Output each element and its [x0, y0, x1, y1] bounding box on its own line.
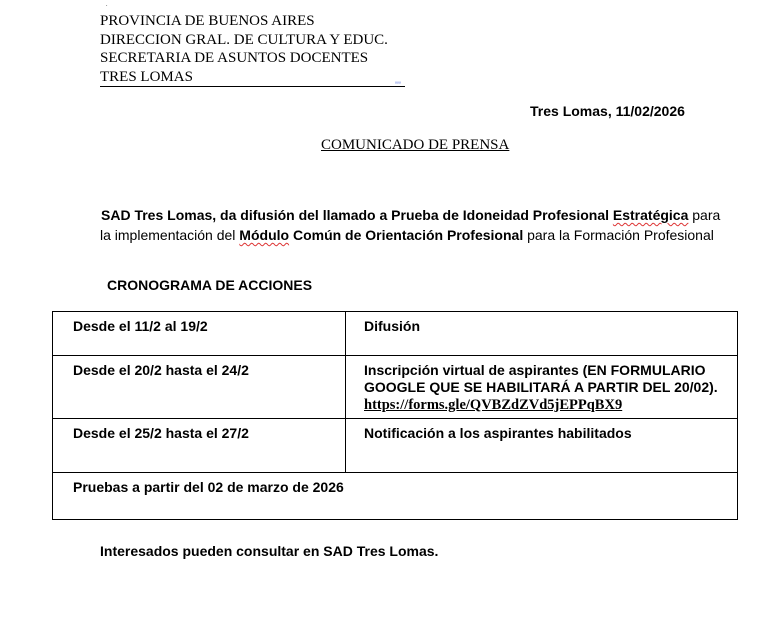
intro-bold-2: Común de Orientación Profesional	[289, 227, 524, 243]
intro-spell-word-1: Estratégica	[612, 207, 689, 223]
tiny-mark: ᵤᵤᵤ	[395, 79, 401, 85]
table-row	[53, 473, 738, 520]
table-row	[53, 312, 738, 356]
cronograma-title: CRONOGRAMA DE ACCIONES	[107, 277, 313, 293]
row-date: Desde el 11/2 al 19/2	[53, 312, 346, 356]
cronograma-table	[52, 311, 738, 520]
intro-paragraph	[100, 205, 760, 245]
row-action: Difusión	[346, 312, 738, 356]
intro-normal-2: la implementación del	[100, 227, 240, 243]
row-action-cell	[346, 356, 738, 419]
row-date: Desde el 25/2 hasta el 27/2	[53, 419, 346, 473]
google-form-link[interactable]: https://forms.gle/QVBZdZVd5jEPPqBX9	[364, 397, 623, 413]
intro-normal-1: para	[688, 207, 721, 223]
row-date: Desde el 20/2 hasta el 24/2	[53, 356, 346, 419]
letterhead	[100, 12, 405, 87]
table-row	[53, 356, 738, 419]
document-date: Tres Lomas, 11/02/2026	[530, 103, 685, 119]
letterhead-line-province: PROVINCIA DE BUENOS AIRES	[100, 13, 315, 29]
table-row	[53, 419, 738, 473]
row-action: Inscripción virtual de aspirantes (EN FORMULARIO GOOGLE QUE SE HABILITARÁ A PARTIR DEL 20/02).	[364, 362, 718, 395]
dot-mark: .	[106, 2, 108, 8]
letterhead-line-tres-lomas: TRES LOMAS	[100, 68, 405, 88]
footer-note: Interesados pueden consultar en SAD Tres Lomas.	[100, 543, 439, 559]
letterhead-line-direccion: DIRECCION GRAL. DE CULTURA Y EDUC.	[100, 31, 388, 48]
row-full: Pruebas a partir del 02 de marzo de 2026	[53, 473, 738, 520]
row-action: Notificación a los aspirantes habilitados	[346, 419, 738, 473]
intro-bold-1: SAD Tres Lomas, da difusión del llamado a Prueba de Idoneidad Profesional	[101, 207, 613, 223]
intro-normal-3: para la Formación Profesional	[523, 227, 714, 243]
intro-line-2	[100, 225, 760, 245]
intro-line-1	[100, 205, 760, 225]
letterhead-line-secretaria: SECRETARIA DE ASUNTOS DOCENTES	[100, 50, 369, 66]
intro-spell-word-2: Módulo	[239, 227, 290, 243]
document-title: COMUNICADO DE PRENSA	[321, 137, 510, 153]
